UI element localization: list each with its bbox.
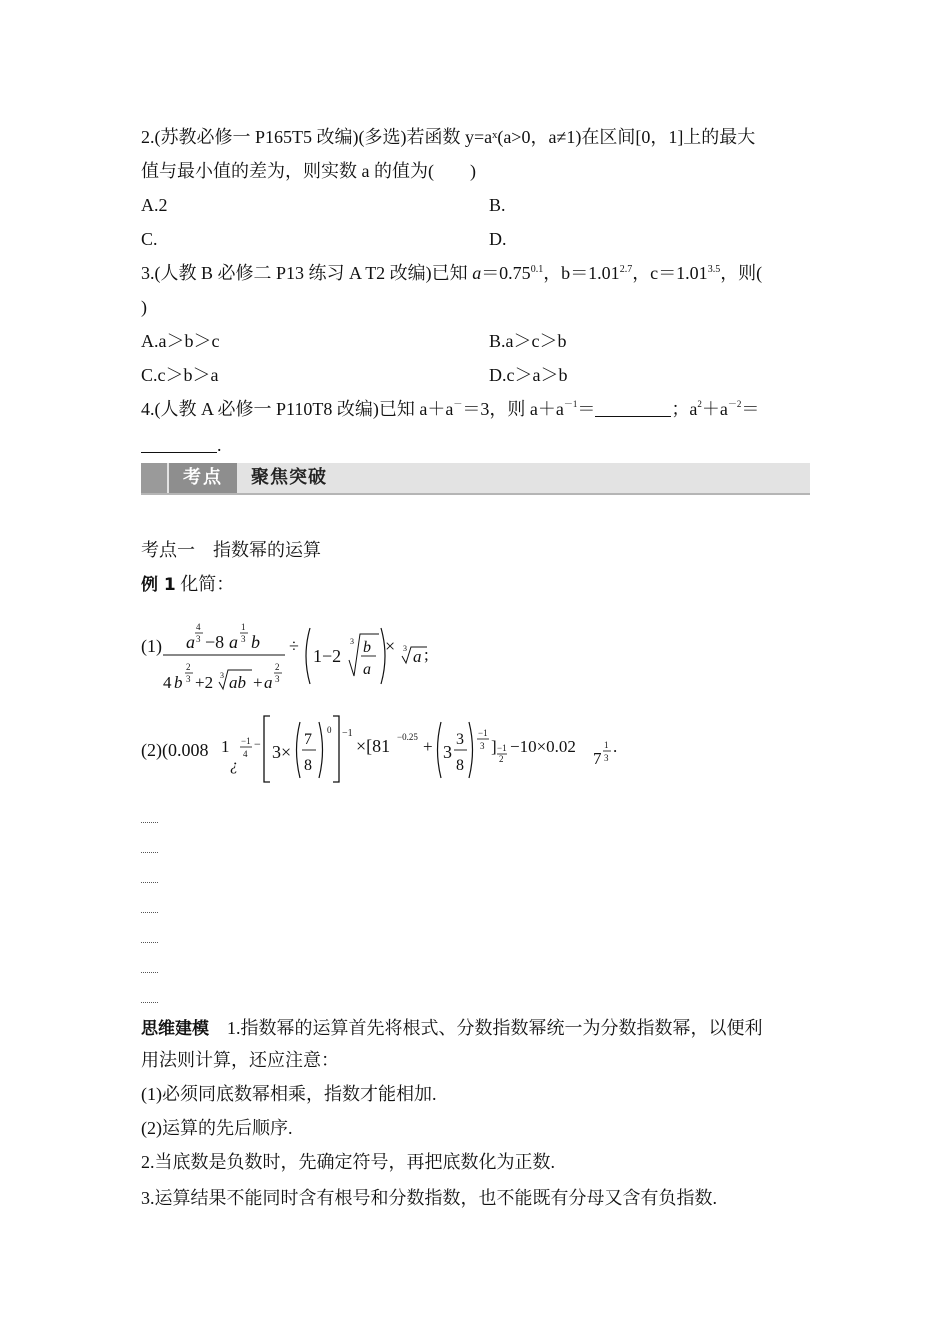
svg-text:−1: −1 <box>478 728 488 738</box>
problem-3-line-2: ) <box>141 297 147 317</box>
modeling-line-2: 用法则计算，还应注意： <box>141 1050 339 1070</box>
answer-line <box>141 852 158 853</box>
problem-2-option-c: C. <box>141 229 158 249</box>
modeling-line-1: 思维建模 1.指数幂的运算首先将根式、分数指数幂统一为分数指数幂，以便利 <box>141 1018 763 1039</box>
svg-text:3: 3 <box>196 634 201 644</box>
svg-text:ab: ab <box>229 673 246 692</box>
svg-text:2: 2 <box>186 662 191 672</box>
svg-text:a: a <box>229 632 238 652</box>
svg-text:2: 2 <box>499 754 504 764</box>
banner-title: 聚焦突破 <box>251 467 327 488</box>
svg-text:×: × <box>385 636 396 656</box>
svg-text:+2: +2 <box>195 673 214 692</box>
svg-text:b: b <box>363 639 371 656</box>
svg-text:3×: 3× <box>272 742 292 762</box>
problem-4-line-1: 4.(人教 A 必修一 P110T8 改编)已知 a＋a－＝3，则 $a+a^{-1}=$ ；$a^2+a^{-2}=$ <box>141 399 760 419</box>
svg-text:3: 3 <box>604 753 609 763</box>
answer-line <box>141 972 158 973</box>
problem-4-line-2: . <box>141 432 222 458</box>
svg-text:3: 3 <box>480 741 485 751</box>
part-1-label: (1) <box>141 636 162 656</box>
problem-3-line-1: 3.(人教 B 必修二 P13 练习 A T2 改编)已知 $a=0.75^{0.1}$，$b=1.01^{2.7}$，$c=1.01^{3.5}$，则( <box>141 263 763 283</box>
svg-text:;: ; <box>424 645 429 664</box>
svg-text:3: 3 <box>350 637 354 646</box>
svg-text:−1: −1 <box>241 736 251 746</box>
answer-line <box>141 822 158 823</box>
svg-text:3: 3 <box>403 644 407 653</box>
svg-text:1: 1 <box>604 740 609 750</box>
svg-text:−1: −1 <box>497 743 507 753</box>
section-heading: 考点一 指数幂的运算 <box>141 540 321 560</box>
svg-text:a: a <box>413 647 422 666</box>
modeling-line-3: (1)必须同底数幂相乘，指数才能相加. <box>141 1084 437 1104</box>
svg-text:1: 1 <box>241 622 246 632</box>
problem-3-option-c: C.c＞b＞a <box>141 365 219 385</box>
svg-text:−0.25: −0.25 <box>397 732 418 742</box>
answer-line <box>141 942 158 943</box>
svg-text:+: + <box>423 737 433 756</box>
problem-3-option-b: B.a＞c＞b <box>489 331 567 351</box>
svg-text:¿: ¿ <box>230 757 238 774</box>
svg-text:3: 3 <box>220 671 224 680</box>
svg-text:8: 8 <box>456 757 464 774</box>
modeling-line-6: 3.运算结果不能同时含有根号和分数指数，也不能既有分母又含有负指数. <box>141 1188 717 1208</box>
svg-text:b: b <box>174 673 183 692</box>
answer-line <box>141 912 158 913</box>
svg-text:4: 4 <box>163 673 172 692</box>
answer-line <box>141 1002 158 1003</box>
svg-text:3: 3 <box>241 634 246 644</box>
svg-text:÷: ÷ <box>289 636 299 656</box>
svg-text:4: 4 <box>243 749 248 759</box>
svg-text:1−2: 1−2 <box>313 646 342 666</box>
svg-text:7: 7 <box>593 749 602 768</box>
svg-text:−10×0.02: −10×0.02 <box>510 737 576 756</box>
svg-text:.: . <box>613 737 618 756</box>
problem-2-option-a: A.2 <box>141 195 168 215</box>
svg-text:2: 2 <box>275 662 280 672</box>
svg-text:a: a <box>186 632 195 652</box>
svg-text:0: 0 <box>327 725 332 735</box>
banner-tag: 考点 <box>169 463 237 493</box>
svg-text:3: 3 <box>186 674 191 684</box>
svg-text:1: 1 <box>221 737 230 756</box>
svg-text:a: a <box>264 673 273 692</box>
svg-text:3: 3 <box>456 731 464 748</box>
problem-3-option-a: A.a＞b＞c <box>141 331 220 351</box>
problem-2-option-b: B. <box>489 195 506 215</box>
modeling-line-4: (2)运算的先后顺序. <box>141 1118 293 1138</box>
svg-text:3: 3 <box>443 742 452 762</box>
problem-2-option-d: D. <box>489 229 507 249</box>
modeling-line-5: 2.当底数是负数时，先确定符号，再把底数化为正数. <box>141 1152 555 1172</box>
svg-text:7: 7 <box>304 731 312 748</box>
svg-text:−1: −1 <box>342 728 353 739</box>
svg-text:a: a <box>363 661 371 678</box>
svg-text:4: 4 <box>196 622 201 632</box>
svg-text:+: + <box>253 673 263 692</box>
svg-text:8: 8 <box>304 757 312 774</box>
svg-text:3: 3 <box>275 674 280 684</box>
svg-text:−: − <box>254 737 261 751</box>
problem-2-line-1: 2.(苏教必修一 P165T5 改编)(多选)若函数 y=aˣ(a>0，a≠1)在区间[0，1]上的最大 <box>141 127 756 147</box>
problem-3-option-d: D.c＞a＞b <box>489 365 568 385</box>
svg-text:−8: −8 <box>205 632 225 652</box>
answer-line <box>141 882 158 883</box>
example-1: 例 1 化简： <box>141 574 235 595</box>
svg-text:b: b <box>251 632 260 652</box>
svg-text:×[81: ×[81 <box>356 736 391 756</box>
part-2-label: (2)(0.008 <box>141 740 209 760</box>
svg-text:]: ] <box>491 737 497 756</box>
problem-2-line-2: 值与最小值的差为，则实数 a 的值为( ) <box>141 161 476 181</box>
